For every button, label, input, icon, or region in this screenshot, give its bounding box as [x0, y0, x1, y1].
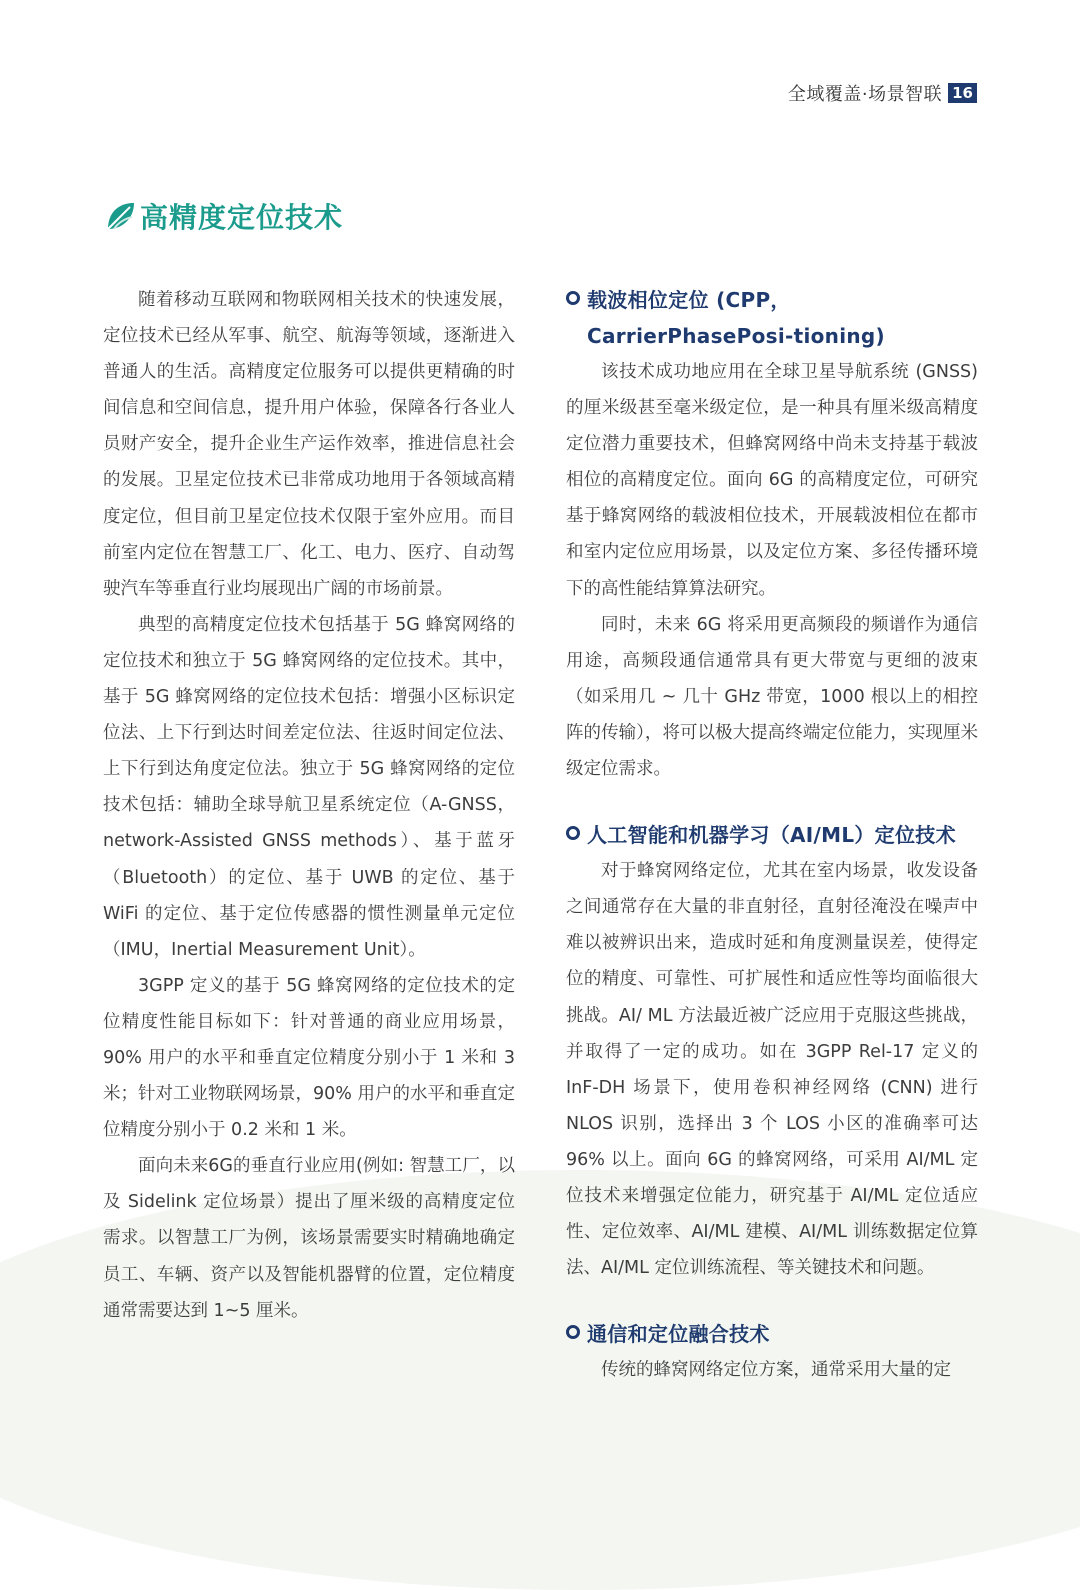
page-number: 16 [948, 83, 977, 103]
subsection-heading-cpp [566, 282, 978, 354]
left-column [103, 282, 515, 1329]
paragraph: 典型的高精度定位技术包括基于 5G 蜂窝网络的定位技术和独立于 5G 蜂窝网络的定位技术。其中，基于 5G 蜂窝网络的定位技术包括：增强小区标识定位法、上下行到达时间差定位法、往返时间定位法、上下行到达角度定位法。独立于 5G 蜂窝网络的定位技术包括：辅助全球导航卫星系统定位（A-GNSS，network-Assisted GNSS methods）、基于蓝牙（Bluetooth）的定位、基于 UWB 的定位、基于 WiFi 的定位、基于定位传感器的惯性测量单元定位（IMU，Inertial Measurement Unit）。 [103, 614, 515, 960]
subsection-title: 人工智能和机器学习（AI/ML）定位技术 [587, 823, 956, 848]
paragraph: 传统的蜂窝网络定位方案，通常采用大量的定 [601, 1360, 951, 1381]
paragraph: 该技术成功地应用在全球卫星导航系统 (GNSS) 的厘米级甚至毫米级定位，是一种具有厘米级高精度定位潜力重要技术，但蜂窝网络中尚未支持基于载波相位的高精度定位。面向 6G 的高精度定位，可研究基于蜂窝网络的载波相位技术，开展载波相位在都市和室内定位应用场景，以及定位方案、多径传播环境下的高性能结算算法研究。 [566, 362, 978, 599]
paragraph: 面向未来6G的垂直行业应用(例如: 智慧工厂，以及 Sidelink 定位场景）提出了厘米级的高精度定位需求。以智慧工厂为例，该场景需要实时精确地确定员工、车辆、资产以及智能机器臂的位置，定位精度通常需要达到 1~5 厘米。 [103, 1156, 515, 1321]
section-title [104, 196, 343, 236]
subsection-heading-fusion [566, 1316, 978, 1352]
paragraph: 对于蜂窝网络定位，尤其在室内场景，收发设备之间通常存在大量的非直射径，直射径淹没在噪声中难以被辨识出来，造成时延和角度测量误差，使得定位的精度、可靠性、可扩展性和适应性等均面临很大挑战。AI/ ML 方法最近被广泛应用于克服这些挑战，并取得了一定的成功。如在 3GPP Rel-17 定义的 InF-DH 场景下，使用卷积神经网络 (CNN) 进行 NLOS 识别，选择出 3 个 LOS 小区的准确率可达 96% 以上。面向 6G 的蜂窝网络，可采用 AI/ML 定位技术来增强定位能力，研究基于 AI/ML 定位适应性、定位效率、AI/ML 建模、AI/ML 训练数据定位算法、AI/ML 定位训练流程、等关键技术和问题。 [566, 861, 978, 1279]
header-title: 全域覆盖·场景智联 [787, 84, 943, 105]
subsection-title: 载波相位定位 (CPP，CarrierPhasePosi-tioning) [587, 288, 885, 348]
subsection-heading-aiml [566, 817, 978, 853]
paragraph: 随着移动互联网和物联网相关技术的快速发展，定位技术已经从军事、航空、航海等领域，逐渐进入普通人的生活。高精度定位服务可以提供更精确的时间信息和空间信息，提升用户体验，保障各行各业人员财产安全，提升企业生产运作效率，推进信息社会的发展。卫星定位技术已非常成功地用于各领域高精度定位，但目前卫星定位技术仅限于室外应用。而目前室内定位在智慧工厂、化工、电力、医疗、自动驾驶汽车等垂直行业均展现出广阔的市场前景。 [103, 290, 515, 599]
right-column [566, 282, 978, 1388]
ring-bullet-icon [566, 826, 580, 840]
paragraph: 同时，未来 6G 将采用更高频段的频谱作为通信用途，高频段通信通常具有更大带宽与更细的波束（如采用几 ~ 几十 GHz 带宽，1000 根以上的相控阵的传输），将可以极大提高终端定位能力，实现厘米级定位需求。 [566, 614, 978, 780]
ring-bullet-icon [566, 291, 580, 305]
leaf-icon [104, 199, 138, 233]
section-heading: 高精度定位技术 [140, 201, 344, 234]
ring-bullet-icon [566, 1325, 580, 1339]
paragraph: 3GPP 定义的基于 5G 蜂窝网络的定位技术的定位精度性能目标如下：针对普通的商业应用场景，90% 用户的水平和垂直定位精度分别小于 1 米和 3 米；针对工业物联网场景，90% 用户的水平和垂直定位精度分别小于 0.2 米和 1 米。 [103, 975, 515, 1141]
subsection-title: 通信和定位融合技术 [587, 1322, 770, 1347]
page-header [788, 80, 977, 106]
